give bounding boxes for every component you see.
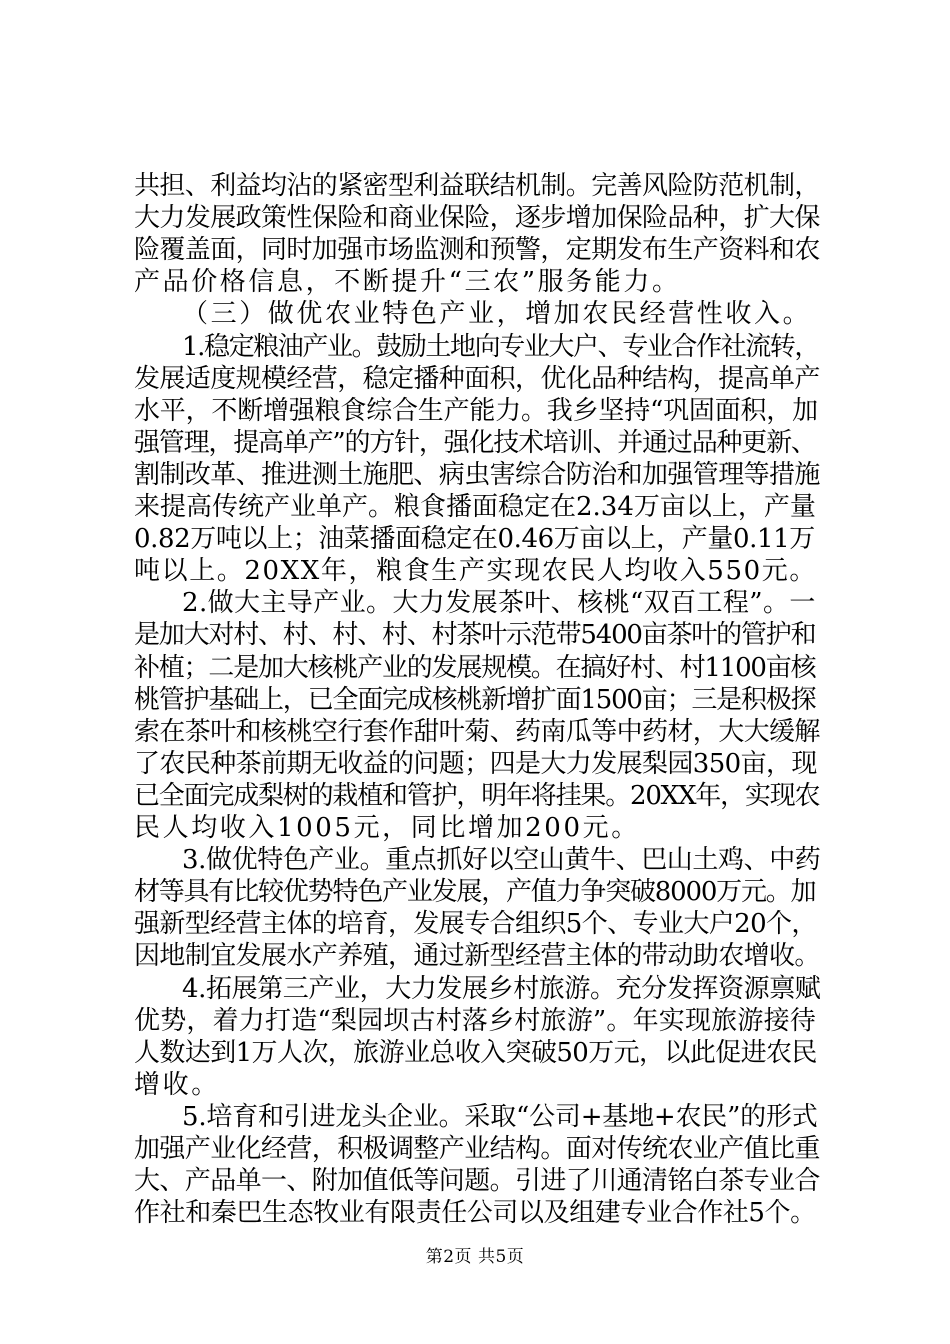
text-line: 1.稳定粮油产业。鼓励土地向专业大户、专业合作社流转， — [182, 331, 820, 362]
text-line: 割制改革、推进测土施肥、病虫害综合防治和加强管理等措施 — [134, 459, 820, 490]
text-line: 4.拓展第三产业，大力发展乡村旅游。充分发挥资源禀赋 — [182, 973, 821, 1004]
text-line: 材等具有比较优势特色产业发展，产值力争突破8000万元。加 — [134, 877, 816, 908]
text-line: （三）做优农业特色产业，增加农民经营性收入。 — [182, 299, 812, 330]
text-line: 民人均收入1005元，同比增加200元。 — [134, 813, 640, 843]
page-footer: 第2页 共5页 — [425, 1247, 525, 1267]
text-line: 险覆盖面，同时加强市场监测和预警，定期发布生产资料和农 — [134, 235, 820, 266]
text-line: 5.培育和引进龙头企业。采取“公司+基地+农民”的形式 — [182, 1101, 818, 1132]
text-line: 已全面完成梨树的栽植和管护，明年将挂果。20XX年，实现农 — [134, 780, 820, 811]
text-line: 2.做大主导产业。大力发展茶叶、核桃“双百工程”。一 — [182, 588, 816, 619]
text-line: 人数达到1万人次，旅游业总收入突破50万元，以此促进农民 — [134, 1037, 817, 1068]
text-line: 来提高传统产业单产。粮食播面稳定在2.34万亩以上，产量 — [134, 492, 816, 522]
text-line: 大力发展政策性保险和商业保险，逐步增加保险品种，扩大保 — [134, 203, 820, 234]
text-line: 增收。 — [134, 1069, 220, 1100]
text-line: 作社和秦巴生态牧业有限责任公司以及组建专业合作社5个。 — [134, 1198, 816, 1229]
text-line: 0.82万吨以上；油菜播面稳定在0.46万亩以上，产量0.11万 — [134, 524, 815, 555]
text-line: 优势，着力打造“梨园坝古村落乡村旅游”。年实现旅游接待 — [134, 1005, 816, 1036]
text-line: 共担、利益均沾的紧密型利益联结机制。完善风险防范机制， — [134, 171, 820, 201]
text-line: 水平，不断增强粮食综合生产能力。我乡坚持“巩固面积，加 — [134, 395, 818, 426]
text-line: 发展适度规模经营，稳定播种面积，优化品种结构，提高单产 — [134, 363, 820, 394]
text-line: 补植；二是加大核桃产业的发展规模。在搞好村、村1100亩核 — [134, 652, 816, 683]
text-line: 3.做优特色产业。重点抓好以空山黄牛、巴山土鸡、中药 — [182, 845, 821, 876]
text-line: 大、产品单一、附加值低等问题。引进了川通清铭白茶专业合 — [134, 1166, 820, 1197]
text-line: 了农民种茶前期无收益的问题；四是大力发展梨园350亩，现 — [134, 748, 817, 779]
text-line: 是加大对村、村、村、村、村茶叶示范带5400亩茶叶的管护和 — [134, 620, 816, 651]
text-line: 加强产业化经营，积极调整产业结构。面对传统农业产值比重 — [134, 1134, 820, 1164]
text-line: 桃管护基础上，已全面完成核桃新增扩面1500亩；三是积极探 — [134, 684, 816, 715]
text-line: 产品价格信息，不断提升“三农”服务能力。 — [134, 267, 681, 298]
text-line: 吨以上。20XX年，粮食生产实现农民人均收入550元。 — [134, 556, 817, 587]
text-line: 强管理，提高单产”的方针，强化技术培训、并通过品种更新、 — [134, 427, 816, 458]
text-line: 因地制宜发展水产养殖，通过新型经营主体的带动助农增收。 — [134, 941, 820, 972]
text-line: 强新型经营主体的培育，发展专合组织5个、专业大户20个， — [134, 909, 817, 940]
text-line: 索在茶叶和核桃空行套作甜叶菊、药南瓜等中药材，大大缓解 — [134, 716, 820, 747]
